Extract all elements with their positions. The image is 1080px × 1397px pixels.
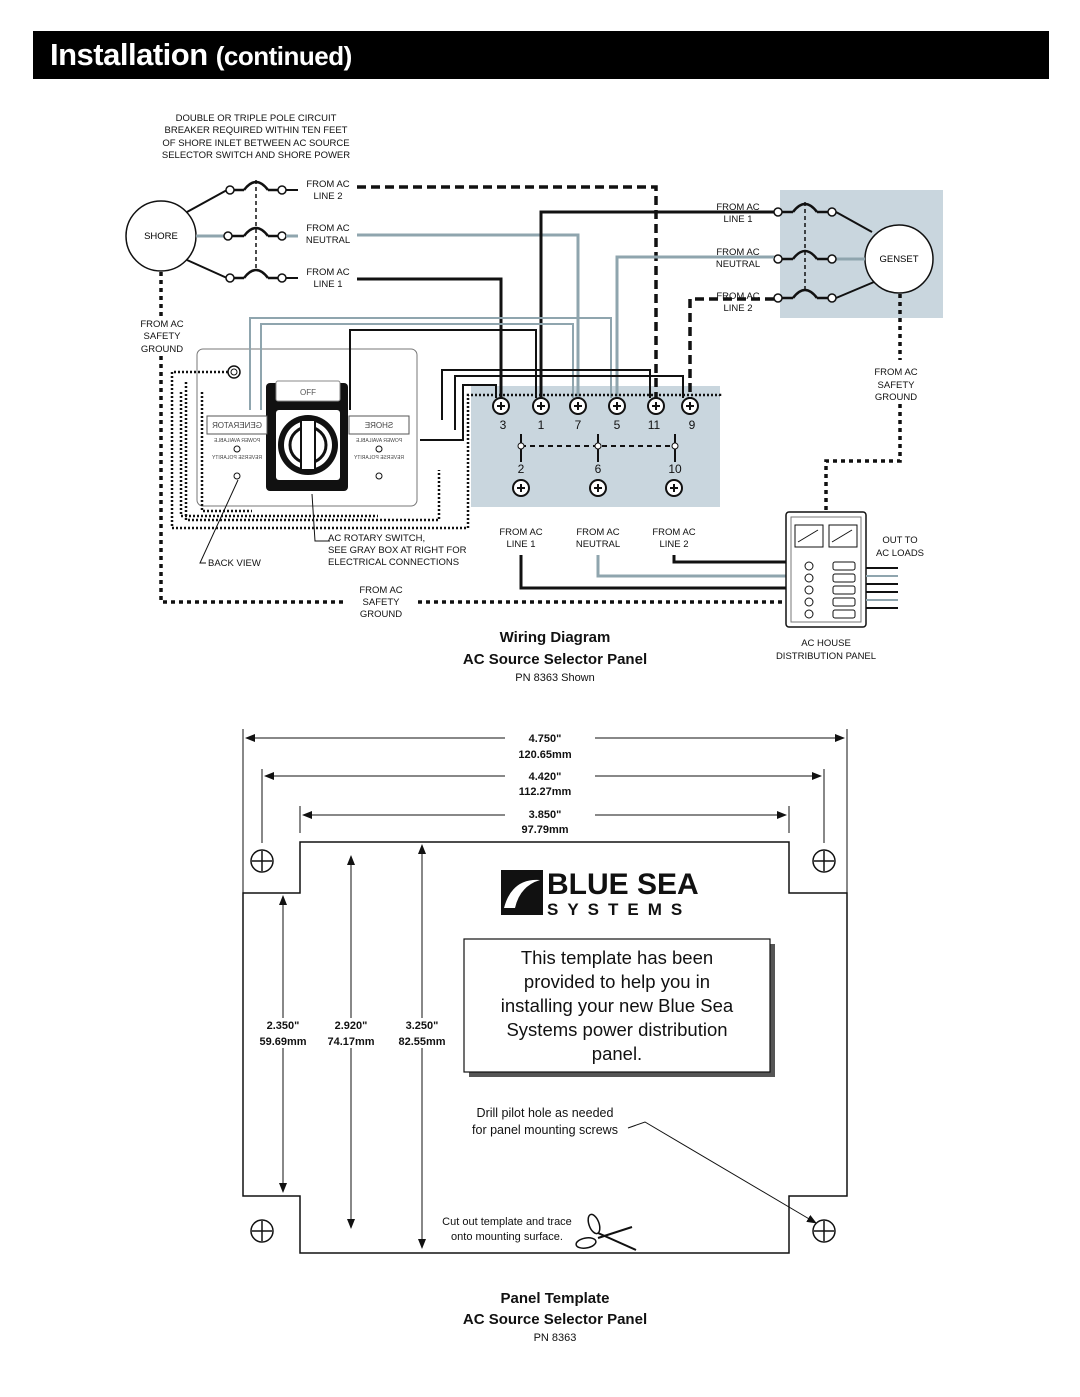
dim-h3-in: 3.250" [405, 1020, 439, 1032]
rotary-note-line: ELECTRICAL CONNECTIONS [328, 557, 460, 568]
blue-sea-logo [501, 868, 699, 919]
out-loads-label: AC LOADS [875, 548, 925, 559]
drill-note-line: Drill pilot hole as needed [476, 1106, 614, 1120]
out-neutral-label: NEUTRAL [575, 539, 621, 550]
out-neutral-label: FROM AC [576, 527, 620, 538]
terminal-label: 11 [647, 418, 661, 432]
shore-neutral-label: FROM AC [306, 223, 350, 234]
ground-bottom-label: FROM AC [359, 585, 403, 596]
dim-inner-in: 3.850" [528, 809, 562, 821]
genset-l1-label: FROM AC [716, 202, 760, 213]
terminal-label: 2 [517, 462, 525, 476]
terminal-label: 9 [688, 418, 696, 432]
ac-house-distribution-panel [786, 512, 866, 627]
logo-bottom-text: SYSTEMS [547, 900, 692, 919]
ground-left-label: GROUND [140, 344, 184, 355]
template-caption-subtitle: AC Source Selector Panel [462, 1311, 648, 1328]
dim-outer-in: 4.750" [528, 733, 562, 745]
dim-h2-mm: 74.17mm [327, 1036, 375, 1048]
wiring-caption-pn: PN 8363 Shown [515, 672, 595, 684]
wire-out-neutral [598, 555, 786, 576]
ground-bottom-label: SAFETY [362, 597, 400, 608]
drill-note-line: for panel mounting screws [472, 1123, 618, 1137]
genset-label: GENSET [879, 254, 919, 265]
dim-mid-in: 4.420" [528, 771, 562, 783]
dim-outer-mm: 120.65mm [518, 749, 572, 761]
genset-neutral-label: FROM AC [716, 247, 760, 258]
wiring-caption-subtitle: AC Source Selector Panel [462, 651, 648, 668]
out-loads-label: OUT TO [882, 535, 918, 546]
shore-l2-label: FROM AC [306, 179, 350, 190]
template-note-line: installing your new Blue Sea [500, 995, 734, 1016]
genset-l2-label: FROM AC [716, 291, 760, 302]
house-panel-label: DISTRIBUTION PANEL [775, 651, 877, 662]
genset-l2-label: LINE 2 [723, 303, 753, 314]
shore-label: SHORE [144, 231, 178, 242]
terminal-label: 7 [574, 418, 582, 432]
ground-right-label: FROM AC [874, 367, 918, 378]
title-sub: (continued) [215, 41, 352, 71]
dim-h2-in: 2.920" [334, 1020, 368, 1032]
scissors-icon [575, 1213, 636, 1250]
terminal-label: 5 [613, 418, 621, 432]
switch-off-label: OFF [300, 388, 316, 397]
breaker-note-line: SELECTOR SWITCH AND SHORE POWER [161, 150, 351, 161]
terminal-label: 1 [537, 418, 545, 432]
title-main: Installation [50, 37, 208, 72]
switch-generator-label: GENERATOR [212, 421, 262, 430]
out-line1-label: LINE 1 [506, 539, 536, 550]
house-panel-label: AC HOUSE [801, 638, 851, 649]
shore-l2-label: LINE 2 [313, 191, 343, 202]
cut-note-line: Cut out template and trace [442, 1216, 572, 1228]
dim-h1-mm: 59.69mm [259, 1036, 307, 1048]
breaker-note-line: BREAKER REQUIRED WITHIN TEN FEET [164, 125, 348, 136]
cut-note-line: onto mounting surface. [451, 1231, 563, 1243]
terminal-label: 6 [594, 462, 602, 476]
dim-inner-mm: 97.79mm [521, 824, 569, 836]
breaker-note [162, 113, 350, 161]
terminal-label: 3 [499, 418, 507, 432]
wiring-caption-title: Wiring Diagram [499, 629, 611, 646]
template-note-line: Systems power distribution [506, 1019, 728, 1040]
rotary-note-line: SEE GRAY BOX AT RIGHT FOR [328, 545, 467, 556]
shore-l1-label: LINE 1 [313, 279, 343, 290]
shore-neutral-label: NEUTRAL [305, 235, 351, 246]
breaker-note-line: OF SHORE INLET BETWEEN AC SOURCE [162, 138, 350, 149]
terminal-label: 10 [668, 462, 682, 476]
ground-bottom-label: GROUND [359, 609, 403, 620]
shore-l1-label: FROM AC [306, 267, 350, 278]
back-view-label: BACK VIEW [208, 558, 261, 569]
wire-out-line1 [521, 555, 786, 588]
genset-neutral-label: NEUTRAL [715, 259, 761, 270]
logo-top-text: BLUE SEA [547, 868, 699, 901]
out-line2-label: LINE 2 [659, 539, 689, 550]
template-note-line: panel. [591, 1043, 643, 1064]
breaker-note-line: DOUBLE OR TRIPLE POLE CIRCUIT [175, 113, 337, 124]
dim-mid-mm: 112.27mm [518, 786, 572, 798]
out-line1-label: FROM AC [499, 527, 543, 538]
dim-h1-in: 2.350" [266, 1020, 300, 1032]
ground-right-label: GROUND [874, 392, 918, 403]
switch-gen-reverse-polarity: REVERSE POLARITY [211, 455, 263, 461]
ground-right-label: SAFETY [877, 380, 915, 391]
switch-shore-reverse-polarity: REVERSE POLARITY [353, 455, 405, 461]
ground-left-label: FROM AC [140, 319, 184, 330]
switch-gen-power-available: POWER AVAILABLE [213, 438, 261, 444]
template-note-line: provided to help you in [523, 971, 711, 992]
template-caption-title: Panel Template [500, 1290, 610, 1307]
dim-h3-mm: 82.55mm [398, 1036, 446, 1048]
rotary-note-line: AC ROTARY SWITCH, [328, 533, 426, 544]
switch-shore-power-available: POWER AVAILABLE [355, 438, 403, 444]
out-line2-label: FROM AC [652, 527, 696, 538]
ground-left-label: SAFETY [143, 331, 181, 342]
shore-breaker [224, 186, 286, 282]
switch-shore-label: SHORE [364, 421, 394, 430]
genset-l1-label: LINE 1 [723, 214, 753, 225]
template-caption-pn: PN 8363 [533, 1332, 577, 1344]
template-note-line: This template has been [520, 947, 714, 968]
wire-out-line2 [674, 555, 786, 562]
